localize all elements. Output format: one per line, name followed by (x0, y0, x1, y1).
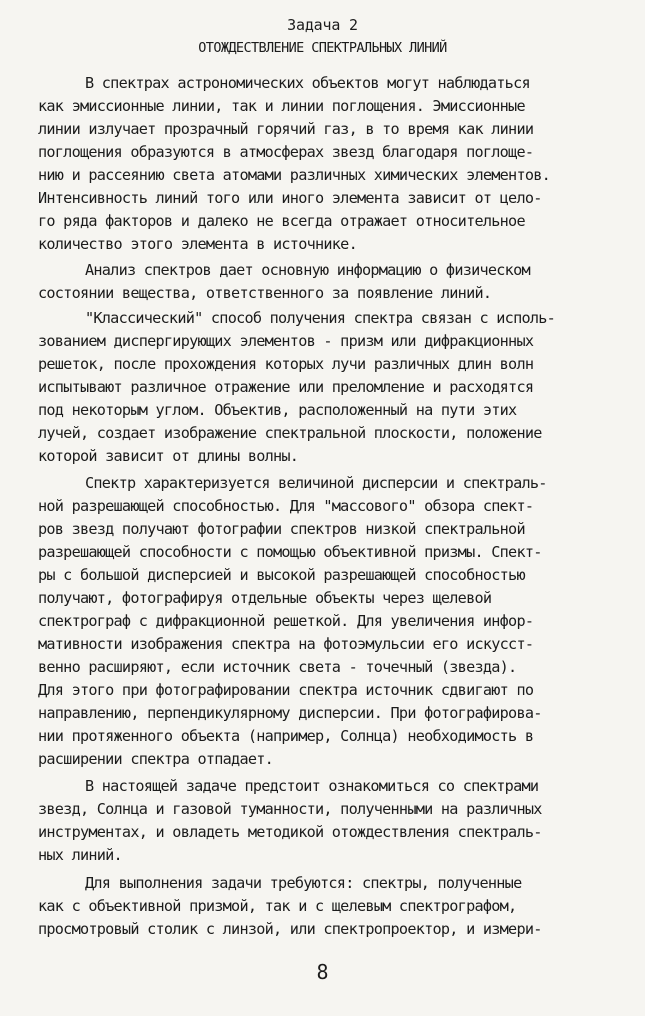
text-line: спектрограф с дифракционной решеткой. Для увеличения инфор- (38, 612, 534, 630)
text-line: линии излучает прозрачный горячий газ, в то время как линии (38, 120, 534, 138)
text-line: Анализ спектров дает основную информацию о физическом (85, 261, 530, 279)
text-line: направлению, перпендикулярному дисперсии. При фотографирова- (38, 704, 542, 722)
text-line: венно расширяют, если источник света - точечный (звезда). (38, 658, 517, 676)
text-line: ных линий. (38, 846, 122, 864)
text-line: решеток, после прохождения которых лучи различных длин волн (38, 355, 534, 373)
text-line: Спектр характеризуется величиной дисперсии и спектраль- (85, 474, 547, 492)
text-line: разрешающей способности с помощью объективной призмы. Спект- (38, 543, 542, 561)
text-line: как эмиссионные линии, так и линии поглощения. Эмиссионные (38, 97, 525, 115)
text-line: получают, фотографируя отдельные объекты через щелевой (38, 589, 492, 607)
text-line: мативности изображения спектра на фотоэмульсии его искусст- (38, 635, 534, 653)
text-line: поглощения образуются в атмосферах звезд благодаря поглоще- (38, 143, 534, 161)
text-line: ной разрешающей способностью. Для "массового" обзора спект- (38, 497, 534, 515)
text-line: лучей, создает изображение спектральной плоскости, положение (38, 424, 542, 442)
text-line: под некоторым углом. Объектив, расположенный на пути этих (38, 401, 517, 419)
text-line: звезд, Солнца и газовой туманности, полученными на различных (38, 800, 542, 818)
text-line: как с объективной призмой, так и с щелевым спектрографом, (38, 897, 517, 915)
text-line: состоянии вещества, ответственного за появление линий. (38, 284, 492, 302)
text-line: нию и рассеянию света атомами различных химических элементов. (38, 166, 551, 184)
text-line: испытывают различное отражение или преломление и расходятся (38, 378, 534, 396)
task-heading: Задача 2 (287, 16, 358, 34)
text-line: инструментах, и овладеть методикой отождествления спектраль- (38, 823, 542, 841)
text-line: нии протяженного объекта (например, Солнца) необходимость в (38, 727, 534, 745)
text-line: Для этого при фотографировании спектра источник сдвигают по (38, 681, 534, 699)
text-line: ры с большой дисперсией и высокой разрешающей способностью (38, 566, 525, 584)
text-line: количество этого элемента в источнике. (38, 235, 357, 253)
text-line: "Классический" способ получения спектра связан с исполь- (85, 309, 556, 327)
text-line: го ряда факторов и далеко не всегда отражает относительное (38, 212, 525, 230)
text-line: расширении спектра отпадает. (38, 750, 274, 768)
text-line: В настоящей задаче предстоит ознакомиться со спектрами (85, 777, 539, 795)
page-number: 8 (316, 960, 329, 984)
text-line: просмотровый столик с линзой, или спектропроектор, и измери- (38, 920, 542, 938)
text-line: зованием диспергирующих элементов - призм или дифракционных (38, 332, 534, 350)
text-line: Интенсивность линий того или иного элемента зависит от цело- (38, 189, 542, 207)
text-line: ров звезд получают фотографии спектров низкой спектральной (38, 520, 525, 538)
text-line: Для выполнения задачи требуются: спектры, полученные (85, 874, 522, 892)
text-line: которой зависит от длины волны. (38, 447, 299, 465)
section-title: ОТОЖДЕСТВЛЕНИЕ СПЕКТРАЛЬНЫХ ЛИНИЙ (198, 40, 447, 56)
text-line: В спектрах астрономических объектов могут наблюдаться (85, 74, 530, 92)
